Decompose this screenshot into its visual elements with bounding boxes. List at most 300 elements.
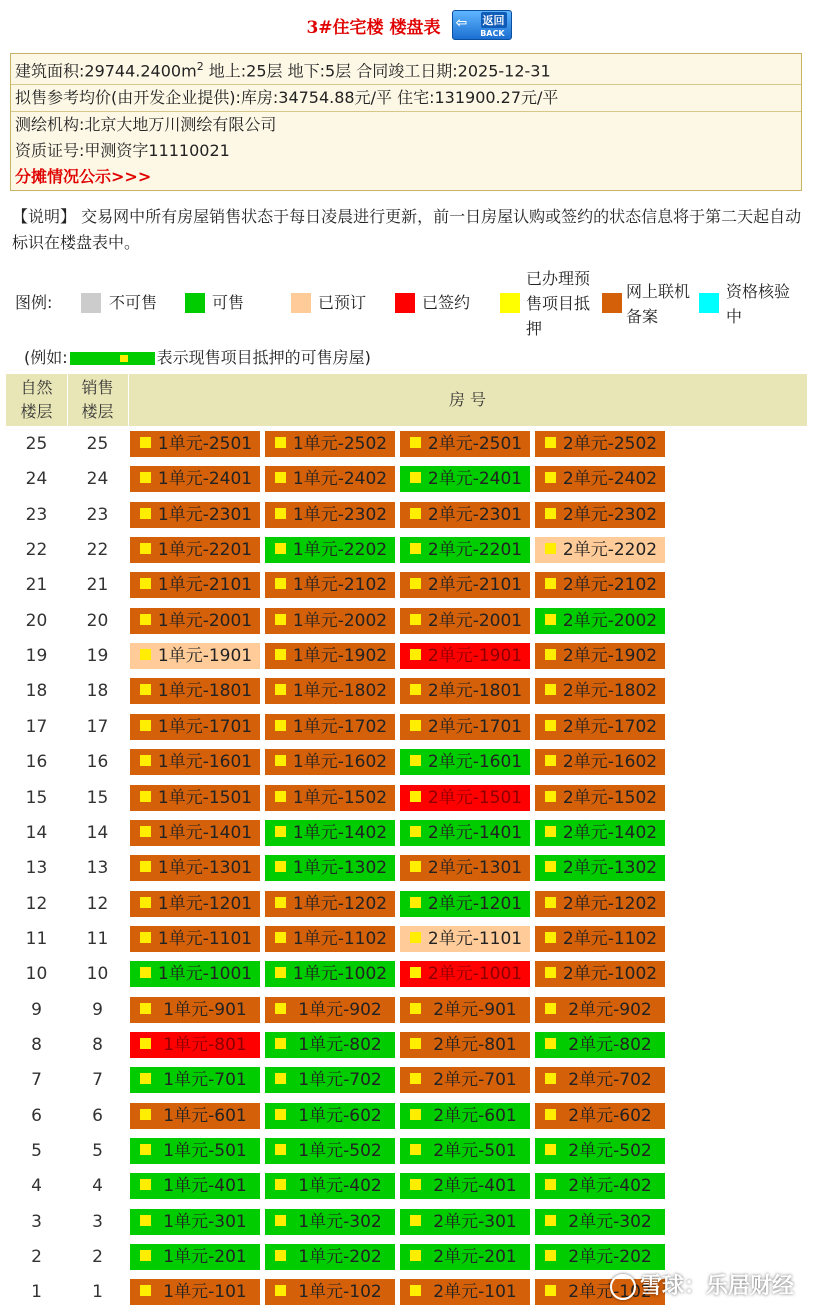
unit-cell[interactable]: [535, 1067, 665, 1093]
natural-floor: 9: [31, 1000, 42, 1020]
floor-row: [6, 537, 807, 563]
legend-text-unsellable: 不可售: [109, 293, 158, 312]
unit-cell[interactable]: [130, 537, 260, 563]
sales-floor: 18: [86, 681, 109, 701]
unit-label: 1单元-1202: [292, 894, 388, 914]
mortgage-marker: [545, 932, 556, 943]
unit-label: 1单元-201: [163, 1247, 247, 1267]
title-row: [0, 10, 818, 42]
share-info-link[interactable]: 分摊情况公示>>>: [15, 167, 152, 187]
unit-cell[interactable]: [535, 997, 665, 1023]
floor-row: [6, 891, 807, 917]
unit-label: 2单元-1901: [427, 646, 523, 666]
unit-cell[interactable]: [535, 891, 665, 917]
unit-cell[interactable]: [130, 926, 260, 952]
unit-label: 2单元-1501: [427, 788, 523, 808]
unit-cell[interactable]: [265, 431, 395, 457]
mortgage-marker: [545, 755, 556, 766]
mortgage-marker: [140, 826, 151, 837]
back-arrow-icon: ⇦: [455, 15, 468, 31]
unit-cell[interactable]: [535, 678, 665, 704]
unit-label: 2单元-1201: [427, 894, 523, 914]
unit-cell[interactable]: [535, 1103, 665, 1129]
unit-label: 1单元-2001: [157, 611, 253, 631]
unit-cell[interactable]: [535, 537, 665, 563]
unit-cell[interactable]: [130, 608, 260, 634]
unit-cell[interactable]: [130, 997, 260, 1023]
unit-cell[interactable]: [400, 537, 530, 563]
unit-cell[interactable]: [535, 1173, 665, 1199]
unit-cell[interactable]: [265, 643, 395, 669]
back-label: 返回: [482, 14, 505, 27]
unit-cell[interactable]: [400, 1209, 530, 1235]
unit-label: 1单元-2101: [157, 575, 253, 595]
unit-cell[interactable]: [265, 572, 395, 598]
unit-cell[interactable]: [535, 714, 665, 740]
floor-row: [6, 1067, 807, 1093]
unit-label: 1单元-2501: [157, 434, 253, 454]
unit-label: 1单元-101: [163, 1282, 247, 1302]
unit-label: 1单元-1501: [157, 788, 253, 808]
unit-label: 2单元-1001: [427, 964, 523, 984]
unit-cell[interactable]: [265, 466, 395, 492]
unit-cell[interactable]: [535, 608, 665, 634]
unit-cell[interactable]: [130, 891, 260, 917]
unit-label: 2单元-1602: [562, 752, 658, 772]
unit-cell[interactable]: [400, 891, 530, 917]
mortgage-marker: [140, 720, 151, 731]
unit-cell[interactable]: [130, 785, 260, 811]
sales-floor: 23: [86, 505, 109, 525]
unit-cell[interactable]: [130, 643, 260, 669]
unit-cell[interactable]: [265, 997, 395, 1023]
unit-label: 1单元-901: [163, 1000, 247, 1020]
unit-cell[interactable]: [400, 466, 530, 492]
unit-cell[interactable]: [265, 1244, 395, 1270]
unit-label: 2单元-1802: [562, 681, 658, 701]
unit-label: 2单元-602: [568, 1106, 652, 1126]
unit-cell[interactable]: [535, 820, 665, 846]
unit-cell[interactable]: [130, 961, 260, 987]
legend-text-reserved: 已预订: [318, 293, 367, 312]
mortgage-marker: [140, 472, 151, 483]
unit-label: 2单元-501: [433, 1141, 517, 1161]
mortgage-marker: [410, 1215, 421, 1226]
unit-cell[interactable]: [265, 678, 395, 704]
legend-swatch-mortgaged: [500, 293, 520, 313]
natural-floor: 15: [25, 788, 48, 808]
area-unit-sup: 2: [196, 60, 204, 73]
mortgage-marker: [545, 684, 556, 695]
unit-label: 1单元-2502: [292, 434, 388, 454]
table-header: [6, 374, 807, 426]
mortgage-marker: [545, 1109, 556, 1120]
mortgage-marker: [275, 508, 286, 519]
unit-cell[interactable]: [130, 1067, 260, 1093]
unit-label: 2单元-401: [433, 1176, 517, 1196]
unit-label: 2单元-102: [568, 1282, 652, 1302]
mortgage-marker: [140, 791, 151, 802]
unit-cell[interactable]: [130, 749, 260, 775]
mortgage-marker: [140, 1179, 151, 1190]
unit-cell[interactable]: [265, 855, 395, 881]
natural-floor: 21: [25, 575, 48, 595]
unit-cell[interactable]: [400, 1279, 530, 1305]
unit-label: 1单元-902: [298, 1000, 382, 1020]
unit-cell[interactable]: [265, 1173, 395, 1199]
unit-label: 1单元-602: [298, 1106, 382, 1126]
sales-floor: 9: [92, 1000, 103, 1020]
unit-cell[interactable]: [535, 572, 665, 598]
mortgage-marker: [410, 1179, 421, 1190]
unit-label: 2单元-1202: [562, 894, 658, 914]
unit-cell[interactable]: [130, 1244, 260, 1270]
unit-cell[interactable]: [130, 1173, 260, 1199]
unit-label: 2单元-1301: [427, 858, 523, 878]
unit-label: 2单元-901: [433, 1000, 517, 1020]
unit-cell[interactable]: [400, 1173, 530, 1199]
unit-cell[interactable]: [535, 1032, 665, 1058]
mortgage-marker: [140, 614, 151, 625]
natural-floor: 14: [25, 823, 48, 843]
mortgage-marker: [410, 1038, 421, 1049]
unit-cell[interactable]: [400, 502, 530, 528]
unit-label: 1单元-502: [298, 1141, 382, 1161]
floor-row: [6, 643, 807, 669]
unit-cell[interactable]: [535, 431, 665, 457]
mortgage-marker: [275, 437, 286, 448]
sales-floor: 8: [92, 1035, 103, 1055]
mortgage-marker: [275, 578, 286, 589]
unit-cell[interactable]: [130, 678, 260, 704]
natural-floor: 3: [31, 1212, 42, 1232]
natural-floor: 1: [31, 1282, 42, 1302]
unit-label: 2单元-2401: [427, 469, 523, 489]
mortgage-marker: [140, 1215, 151, 1226]
unit-cell[interactable]: [400, 572, 530, 598]
unit-label: 1单元-1702: [292, 717, 388, 737]
mortgage-marker: [545, 861, 556, 872]
unit-cell[interactable]: [400, 1244, 530, 1270]
unit-label: 2单元-2501: [427, 434, 523, 454]
mortgage-marker: [275, 897, 286, 908]
unit-cell[interactable]: [535, 785, 665, 811]
natural-floor: 2: [31, 1247, 42, 1267]
sales-floor: 10: [86, 964, 109, 984]
mortgage-marker: [545, 1285, 556, 1296]
unit-cell[interactable]: [535, 1244, 665, 1270]
sales-floor: 1: [92, 1282, 103, 1302]
unit-label: 1单元-1902: [292, 646, 388, 666]
mortgage-marker: [545, 649, 556, 660]
example-prefix: (例如:: [24, 348, 68, 367]
sales-floor: 13: [86, 858, 109, 878]
unit-cell[interactable]: [535, 502, 665, 528]
natural-floor: 24: [25, 469, 48, 489]
unit-cell[interactable]: [400, 926, 530, 952]
unit-cell[interactable]: [130, 502, 260, 528]
unit-label: 2单元-1702: [562, 717, 658, 737]
natural-floor: 6: [31, 1106, 42, 1126]
unit-cell[interactable]: [400, 1138, 530, 1164]
unit-cell[interactable]: [130, 1138, 260, 1164]
floor-row: [6, 572, 807, 598]
unit-cell[interactable]: [265, 749, 395, 775]
unit-label: 2单元-1401: [427, 823, 523, 843]
unit-cell[interactable]: [265, 714, 395, 740]
mortgage-marker: [410, 1003, 421, 1014]
mortgage-marker: [410, 649, 421, 660]
unit-label: 2单元-701: [433, 1070, 517, 1090]
unit-cell[interactable]: [130, 431, 260, 457]
unit-cell[interactable]: [265, 1103, 395, 1129]
unit-label: 1单元-2202: [292, 540, 388, 560]
sales-floor: 15: [86, 788, 109, 808]
legend-text-signed: 已签约: [422, 293, 471, 312]
mortgage-marker: [410, 1285, 421, 1296]
unit-cell[interactable]: [265, 1032, 395, 1058]
sales-floor: 7: [92, 1070, 103, 1090]
mortgage-marker: [275, 1285, 286, 1296]
unit-cell[interactable]: [130, 820, 260, 846]
sales-floor: 24: [86, 469, 109, 489]
floor-row: [6, 1138, 807, 1164]
sales-floor: 4: [92, 1176, 103, 1196]
unit-label: 2单元-902: [568, 1000, 652, 1020]
mortgage-marker: [140, 649, 151, 660]
mortgage-marker: [275, 1179, 286, 1190]
unit-cell[interactable]: [400, 1032, 530, 1058]
unit-cell[interactable]: [535, 961, 665, 987]
unit-cell[interactable]: [265, 891, 395, 917]
unit-label: 2单元-2201: [427, 540, 523, 560]
unit-cell[interactable]: [400, 678, 530, 704]
legend-text-available: 可售: [212, 293, 245, 312]
mortgage-marker: [140, 543, 151, 554]
unit-cell[interactable]: [400, 749, 530, 775]
natural-floor: 23: [25, 505, 48, 525]
unit-cell[interactable]: [400, 961, 530, 987]
unit-label: 2单元-2002: [562, 611, 658, 631]
sales-floor: 16: [86, 752, 109, 772]
mortgage-marker: [275, 1109, 286, 1120]
mortgage-marker: [545, 578, 556, 589]
unit-cell[interactable]: [265, 1138, 395, 1164]
natural-floor: 20: [25, 611, 48, 631]
legend-swatch-available: [185, 293, 205, 313]
unit-cell[interactable]: [130, 714, 260, 740]
unit-label: 2单元-802: [568, 1035, 652, 1055]
floor-row: [6, 997, 807, 1023]
mortgage-marker: [140, 967, 151, 978]
mortgage-marker: [140, 1038, 151, 1049]
mortgage-marker: [275, 684, 286, 695]
sales-floor: 19: [86, 646, 109, 666]
unit-label: 1单元-402: [298, 1176, 382, 1196]
unit-cell[interactable]: [265, 608, 395, 634]
unit-cell[interactable]: [265, 1067, 395, 1093]
unit-cell[interactable]: [265, 820, 395, 846]
unit-cell[interactable]: [400, 785, 530, 811]
unit-label: 2单元-1302: [562, 858, 658, 878]
unit-label: 2单元-2301: [427, 505, 523, 525]
mortgage-marker: [410, 614, 421, 625]
unit-cell[interactable]: [400, 1103, 530, 1129]
mortgage-marker: [410, 684, 421, 695]
unit-cell[interactable]: [265, 1209, 395, 1235]
sales-floor: 22: [86, 540, 109, 560]
mortgage-marker: [545, 791, 556, 802]
unit-label: 1单元-802: [298, 1035, 382, 1055]
mortgage-marker: [140, 684, 151, 695]
unit-cell[interactable]: [130, 572, 260, 598]
unit-label: 2单元-101: [433, 1282, 517, 1302]
mortgage-marker: [545, 472, 556, 483]
unit-label: 1单元-2402: [292, 469, 388, 489]
unit-label: 1单元-801: [163, 1035, 247, 1055]
example-swatch: [70, 352, 155, 365]
unit-cell[interactable]: [400, 820, 530, 846]
unit-label: 1单元-1502: [292, 788, 388, 808]
unit-cell[interactable]: [535, 926, 665, 952]
mortgage-marker: [545, 1038, 556, 1049]
unit-label: 1单元-702: [298, 1070, 382, 1090]
mortgage-marker: [275, 1038, 286, 1049]
unit-cell[interactable]: [535, 643, 665, 669]
unit-cell[interactable]: [535, 1209, 665, 1235]
unit-label: 2单元-402: [568, 1176, 652, 1196]
unit-cell[interactable]: [400, 643, 530, 669]
mortgage-marker: [140, 1250, 151, 1261]
mortgage-marker: [545, 1250, 556, 1261]
unit-label: 1单元-1302: [292, 858, 388, 878]
unit-label: 2单元-1601: [427, 752, 523, 772]
unit-label: 2单元-2001: [427, 611, 523, 631]
unit-cell[interactable]: [400, 431, 530, 457]
unit-label: 2单元-1402: [562, 823, 658, 843]
mortgage-marker: [275, 543, 286, 554]
floor-row: [6, 926, 807, 952]
unit-cell[interactable]: [400, 1067, 530, 1093]
floor-row: [6, 961, 807, 987]
legend-swatch-reserved: [291, 293, 311, 313]
unit-label: 2单元-1701: [427, 717, 523, 737]
unit-cell[interactable]: [130, 1103, 260, 1129]
unit-label: 2单元-801: [433, 1035, 517, 1055]
floor-row: [6, 749, 807, 775]
unit-cell[interactable]: [265, 537, 395, 563]
unit-label: 1单元-202: [298, 1247, 382, 1267]
back-label-en: BACK: [480, 29, 505, 38]
mortgage-marker: [545, 1003, 556, 1014]
mortgage-marker: [410, 826, 421, 837]
mortgage-marker: [545, 437, 556, 448]
unit-cell[interactable]: [130, 466, 260, 492]
mortgage-marker: [140, 1003, 151, 1014]
unit-cell[interactable]: [535, 749, 665, 775]
area-text: 建筑面积:29744.2400m: [15, 61, 197, 81]
area-line: [11, 54, 801, 85]
mortgage-marker: [545, 897, 556, 908]
unit-cell[interactable]: [265, 961, 395, 987]
unit-label: 2单元-2502: [562, 434, 658, 454]
unit-cell[interactable]: [400, 608, 530, 634]
mortgage-marker: [410, 1144, 421, 1155]
unit-cell[interactable]: [130, 855, 260, 881]
mortgage-marker: [410, 791, 421, 802]
unit-label: 2单元-302: [568, 1212, 652, 1232]
unit-label: 2单元-502: [568, 1141, 652, 1161]
mortgage-marker: [140, 508, 151, 519]
back-button[interactable]: [452, 10, 512, 40]
mortgage-marker: [410, 897, 421, 908]
legend-swatch-unsellable: [81, 293, 101, 313]
page-title: 3#住宅楼 楼盘表: [306, 17, 441, 38]
unit-cell[interactable]: [130, 1279, 260, 1305]
unit-label: 1单元-1901: [157, 646, 253, 666]
unit-cell[interactable]: [535, 1138, 665, 1164]
mortgage-marker: [140, 578, 151, 589]
sales-floor: 2: [92, 1247, 103, 1267]
mortgage-marker: [140, 755, 151, 766]
mortgage-marker: [275, 472, 286, 483]
natural-floor: 18: [25, 681, 48, 701]
unit-cell[interactable]: [130, 1209, 260, 1235]
legend-text-mortgaged: 已办理预售项目抵押: [526, 269, 591, 338]
legend-swatch-verifying: [699, 293, 719, 313]
unit-label: 1单元-1801: [157, 681, 253, 701]
sales-floor: 12: [86, 894, 109, 914]
header-sales-floor: 销售 楼层: [81, 378, 114, 421]
mortgage-marker: [545, 508, 556, 519]
unit-label: 2单元-1502: [562, 788, 658, 808]
unit-cell[interactable]: [130, 1032, 260, 1058]
unit-cell[interactable]: [400, 714, 530, 740]
unit-label: 2单元-1002: [562, 964, 658, 984]
header-room-number: 房 号: [448, 390, 487, 409]
mortgage-marker: [275, 861, 286, 872]
mortgage-marker: [275, 1215, 286, 1226]
unit-cell[interactable]: [400, 855, 530, 881]
natural-floor: 17: [25, 717, 48, 737]
mortgage-marker: [140, 897, 151, 908]
mortgage-marker: [140, 1109, 151, 1120]
unit-cell[interactable]: [535, 855, 665, 881]
unit-cell[interactable]: [400, 997, 530, 1023]
unit-label: 1单元-1701: [157, 717, 253, 737]
unit-label: 1单元-1401: [157, 823, 253, 843]
watermark-text: 雪球：乐居财经: [639, 1274, 794, 1299]
unit-label: 1单元-1002: [292, 964, 388, 984]
mortgage-marker: [545, 720, 556, 731]
unit-label: 2单元-1801: [427, 681, 523, 701]
unit-label: 1单元-102: [298, 1282, 382, 1302]
unit-cell[interactable]: [535, 466, 665, 492]
unit-cell[interactable]: [265, 502, 395, 528]
unit-cell[interactable]: [265, 785, 395, 811]
unit-cell[interactable]: [265, 1279, 395, 1305]
unit-label: 2单元-2101: [427, 575, 523, 595]
sales-floor: 3: [92, 1212, 103, 1232]
mortgage-marker: [275, 649, 286, 660]
unit-label: 2单元-202: [568, 1247, 652, 1267]
natural-floor: 10: [25, 964, 48, 984]
xueqiu-logo-icon: [610, 1274, 636, 1300]
mortgage-marker: [275, 826, 286, 837]
unit-label: 2单元-601: [433, 1106, 517, 1126]
unit-label: 1单元-501: [163, 1141, 247, 1161]
unit-cell[interactable]: [265, 926, 395, 952]
